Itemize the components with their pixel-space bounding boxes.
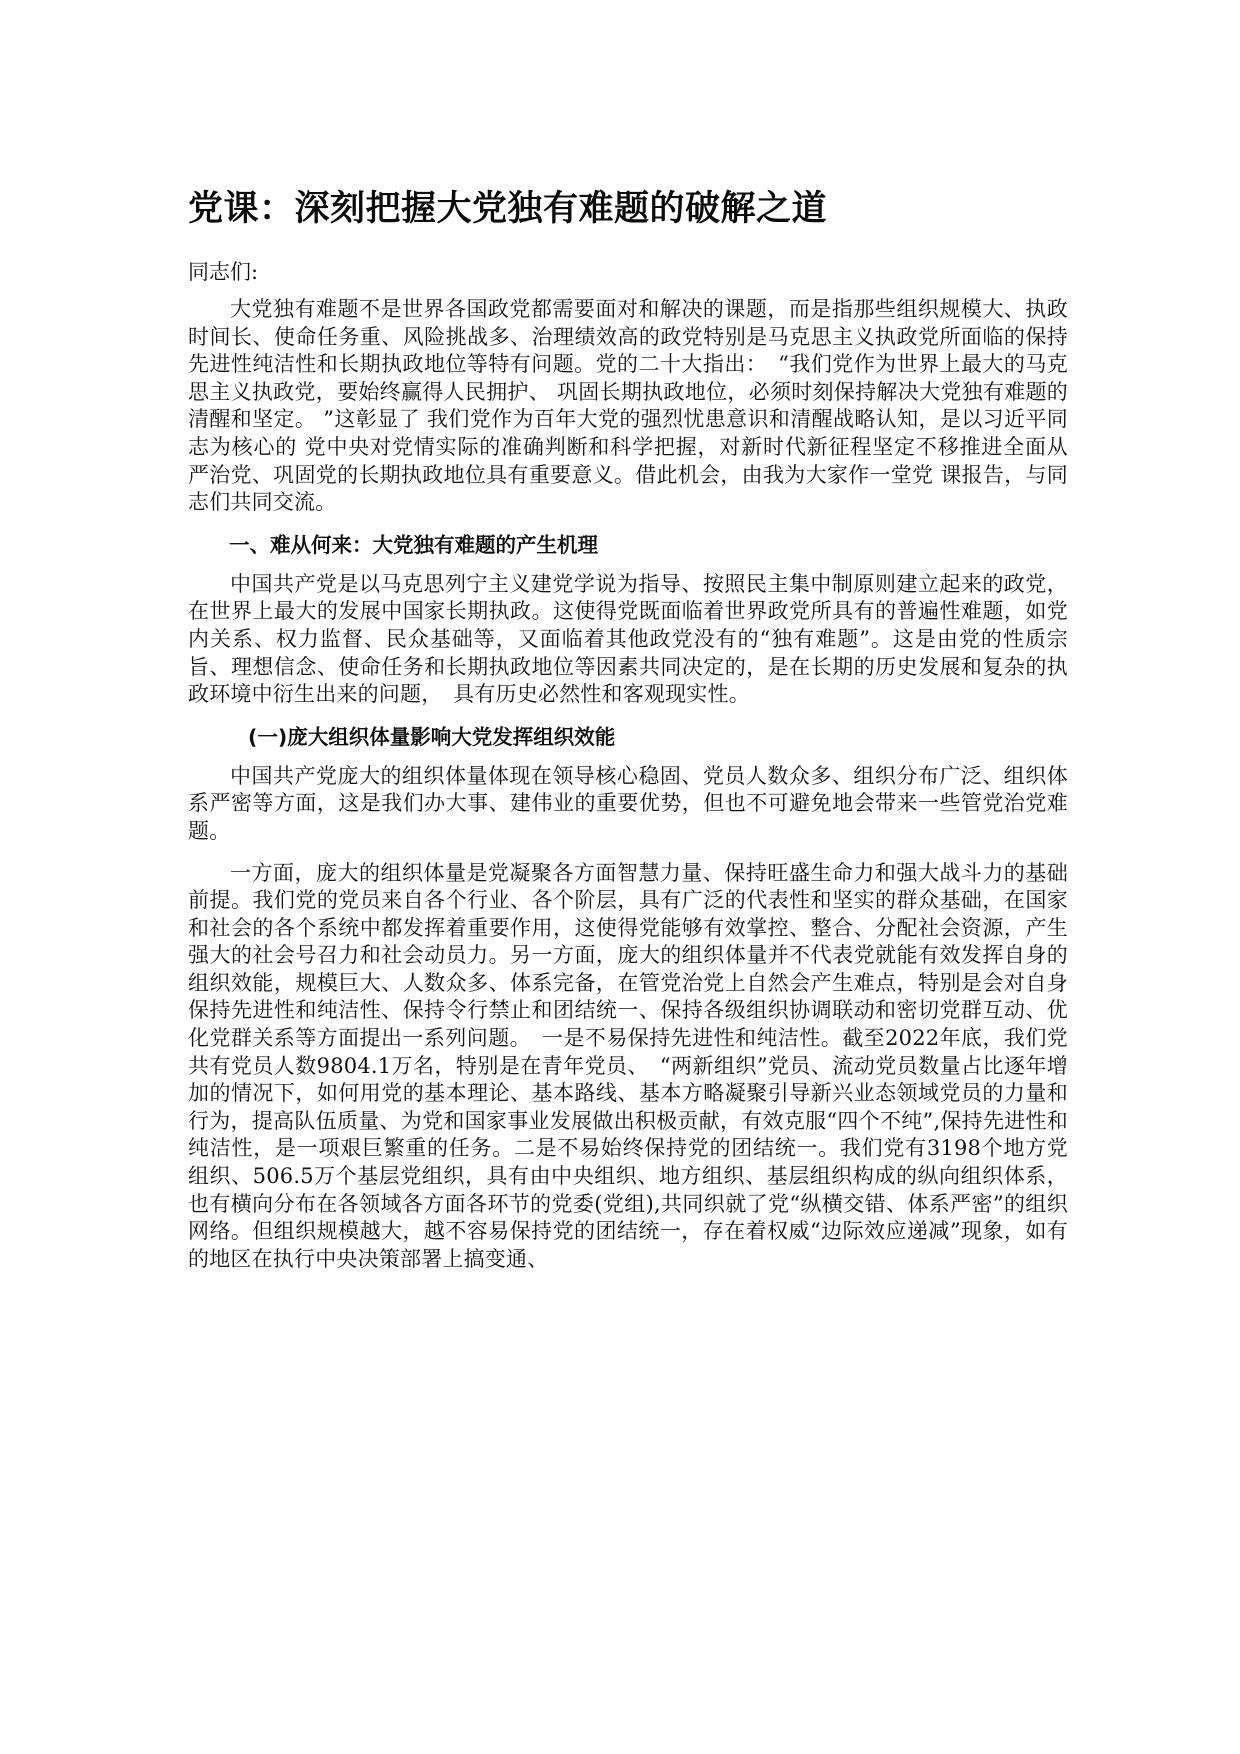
document-page bbox=[188, 186, 1068, 1281]
subsection-1-intro-paragraph: 中国共产党庞大的组织体量体现在领导核心稳固、党员人数众多、组织分布广泛、组织体系严密等方面，这是我们办大事、建伟业的重要优势，但也不可避免地会带来一些管党治党难题。 bbox=[188, 763, 1068, 843]
intro-paragraph: 大党独有难题不是世界各国政党都需要面对和解决的课题，而是指那些组织规模大、执政时间长、使命任务重、风险挑战多、治理绩效高的政党特别是马克思主义执政党所面临的保持先进性纯洁性和长期执政地位等特有问题。党的二十大指出： “我们党作为世界上最大的马克思主义执政党，要始终赢得人民拥护、 巩固长期执政地位，必须时刻保持解决大党独有难题的清醒和坚定。 ”这彰显了 我们党作为百年大党的强烈忧患意识和清醒战略认知，是以习近平同志为核心的 党中央对党情实际的准确判断和科学把握，对新时代新征程坚定不移推进全面从 严治党、巩固党的长期执政地位具有重要意义。借此机会，由我为大家作一堂党 课报告，与同志们共同交流。 bbox=[188, 297, 1068, 515]
subsection-1-body-paragraph: 一方面，庞大的组织体量是党凝聚各方面智慧力量、保持旺盛生命力和强大战斗力的基础前提。我们党的党员来自各个行业、各个阶层，具有广泛的代表性和坚实的群众基础，在国家和社会的各个系统中都发挥着重要作用，这使得党能够有效掌控、整合、分配社会资源，产生强大的社会号召力和社会动员力。另一方面，庞大的组织体量并不代表党就能有效发挥自身的组织效能，规模巨大、人数众多、体系完备，在管党治党上自然会产生难点，特别是会对自身保持先进性和纯洁性、保持令行禁止和团结统一、保持各级组织协调联动和密切党群互动、优化党群关系等方面提出一系列问题。 一是不易保持先进性和纯洁性。截至2022年底，我们党共有党员人数9804.1万名，特别是在青年党员、 “两新组织”党员、流动党员数量占比逐年增加的情况下，如何用党的基本理论、基本路线、基本方略凝聚引导新兴业态领域党员的力量和行为，提高队伍质量、为党和国家事业发展做出积极贡献，有效克服“四个不纯”,保持先进性和纯洁性，是一项艰巨繁重的任务。二是不易始终保持党的团结统一。我们党有3198个地方党组织、506.5万个基层党组织，具有由中央组织、地方组织、基层组织构成的纵向组织体系，也有横向分布在各领域各方面各环节的党委(党组),共同织就了党“纵横交错、体系严密”的组织网络。但组织规模越大，越不容易保持党的团结统一，存在着权威“边际效应递减”现象，如有的地区在执行中央决策部署上搞变通、 bbox=[188, 860, 1068, 1271]
subsection-heading-1: (一)庞大组织体量影响大党发挥组织效能 bbox=[248, 724, 616, 749]
document-title: 党课：深刻把握大党独有难题的破解之道 bbox=[188, 189, 828, 229]
salutation: 同志们: bbox=[188, 260, 259, 284]
section-1-paragraph: 中国共产党是以马克思列宁主义建党学说为指导、按照民主集中制原则建立起来的政党，在世界上最大的发展中国家长期执政。这使得党既面临着世界政党所具有的普遍性难题，如党内关系、权力监督、民众基础等，又面临着其他政党没有的“独有难题”。这是由党的性质宗旨、理想信念、使命任务和长期执政地位等因素共同决定的，是在长期的历史发展和复杂的执政环境中衍生出来的问题， 具有历史必然性和客观现实性。 bbox=[188, 571, 1068, 707]
section-heading-1: 一、难从何来：大党独有难题的产生机理 bbox=[229, 532, 598, 557]
